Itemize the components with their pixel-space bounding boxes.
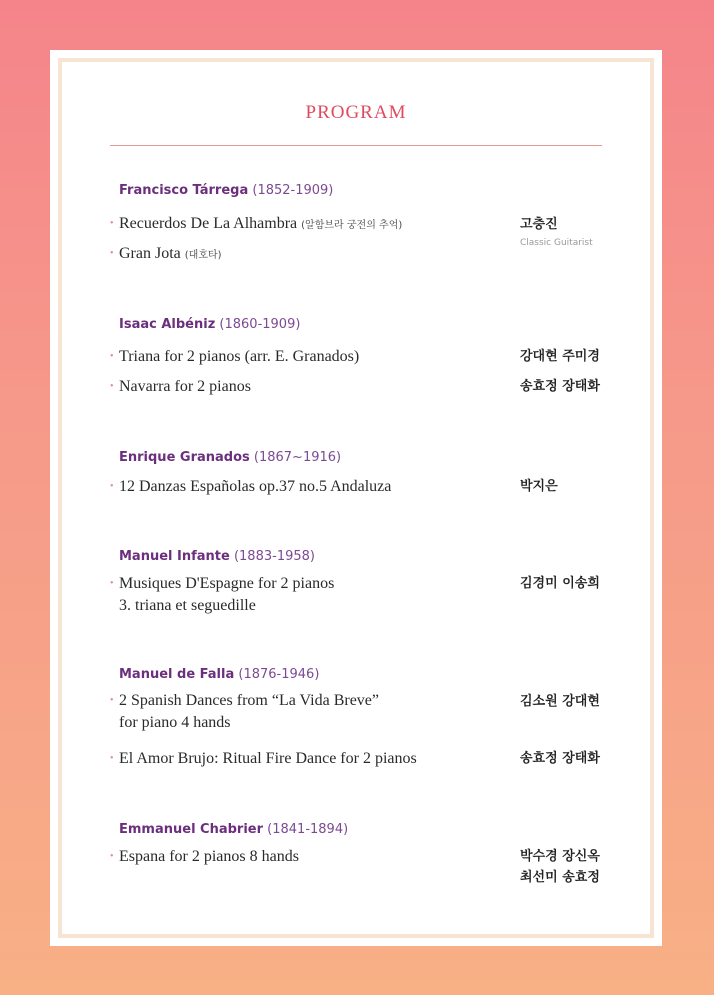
piece-title: Espana for 2 pianos 8 hands xyxy=(119,848,299,865)
performer-names: 최선미 송효정 xyxy=(520,870,600,885)
composer-name: Emmanuel Chabrier xyxy=(119,822,264,837)
composer-name: Manuel Infante xyxy=(119,549,230,564)
composer-heading xyxy=(119,822,348,837)
piece-title: 12 Danzas Españolas op.37 no.5 Andaluza xyxy=(119,478,392,495)
program-piece xyxy=(110,573,334,617)
composer-years: (1841-1894) xyxy=(267,822,349,837)
performer-names: 박수경 장신옥 xyxy=(520,849,600,864)
composer-name: Manuel de Falla xyxy=(119,667,235,682)
program-piece xyxy=(110,346,359,368)
composer-heading xyxy=(119,667,319,682)
composer-years: (1876-1946) xyxy=(238,667,320,682)
composer-years: (1867~1916) xyxy=(253,450,342,465)
piece-title-continued: for piano 4 hands xyxy=(119,714,231,731)
program-piece xyxy=(110,690,379,734)
performer-names: 강대현 주미경 xyxy=(520,349,600,364)
performer-names: 박지은 xyxy=(520,479,558,494)
piece-title-continued: 3. triana et seguedille xyxy=(119,597,256,614)
program-piece xyxy=(110,213,402,237)
bullet-icon: • xyxy=(110,578,114,589)
composer-years: (1852-1909) xyxy=(252,183,334,198)
program-sheet xyxy=(50,50,662,946)
performer-names: 고충진 xyxy=(520,217,558,232)
composer-heading xyxy=(119,549,315,564)
piece-title: 2 Spanish Dances from “La Vida Breve” xyxy=(119,692,379,709)
performer-names: 송효정 장태화 xyxy=(520,751,600,766)
bullet-icon: • xyxy=(110,248,114,259)
bullet-icon: • xyxy=(110,695,114,706)
composer-years: (1860-1909) xyxy=(219,317,301,332)
bullet-icon: • xyxy=(110,753,114,764)
bullet-icon: • xyxy=(110,381,114,392)
piece-subtitle: (대호타) xyxy=(184,250,222,261)
piece-title: Recuerdos De La Alhambra xyxy=(119,215,298,232)
piece-title: Musiques D'Espagne for 2 pianos xyxy=(119,575,335,592)
program-piece xyxy=(110,243,222,267)
piece-title: Gran Jota xyxy=(119,245,181,262)
program-piece xyxy=(110,846,299,868)
bullet-icon: • xyxy=(110,851,114,862)
title-divider xyxy=(110,145,602,146)
performer-names: 김소원 강대현 xyxy=(520,694,600,709)
piece-title: Triana for 2 pianos (arr. E. Granados) xyxy=(119,348,360,365)
bullet-icon: • xyxy=(110,351,114,362)
bullet-icon: • xyxy=(110,481,114,492)
bullet-icon: • xyxy=(110,218,114,229)
composer-name: Francisco Tárrega xyxy=(119,183,249,198)
composer-name: Isaac Albéniz xyxy=(119,317,216,332)
page-title: PROGRAM xyxy=(305,102,407,123)
composer-name: Enrique Granados xyxy=(119,450,250,465)
piece-subtitle: (알함브라 궁전의 추억) xyxy=(301,220,403,231)
program-piece xyxy=(110,376,251,398)
piece-title: El Amor Brujo: Ritual Fire Dance for 2 pianos xyxy=(119,750,417,767)
composer-heading xyxy=(119,183,333,198)
performer-names: 송효정 장태화 xyxy=(520,379,600,394)
piece-title: Navarra for 2 pianos xyxy=(119,378,251,395)
composer-years: (1883-1958) xyxy=(233,549,315,564)
program-piece xyxy=(110,748,417,770)
performer-note: Classic Guitarist xyxy=(520,238,593,248)
program-piece xyxy=(110,476,391,498)
performer-names: 김경미 이송희 xyxy=(520,576,600,591)
composer-heading xyxy=(119,317,300,332)
composer-heading xyxy=(119,450,341,465)
